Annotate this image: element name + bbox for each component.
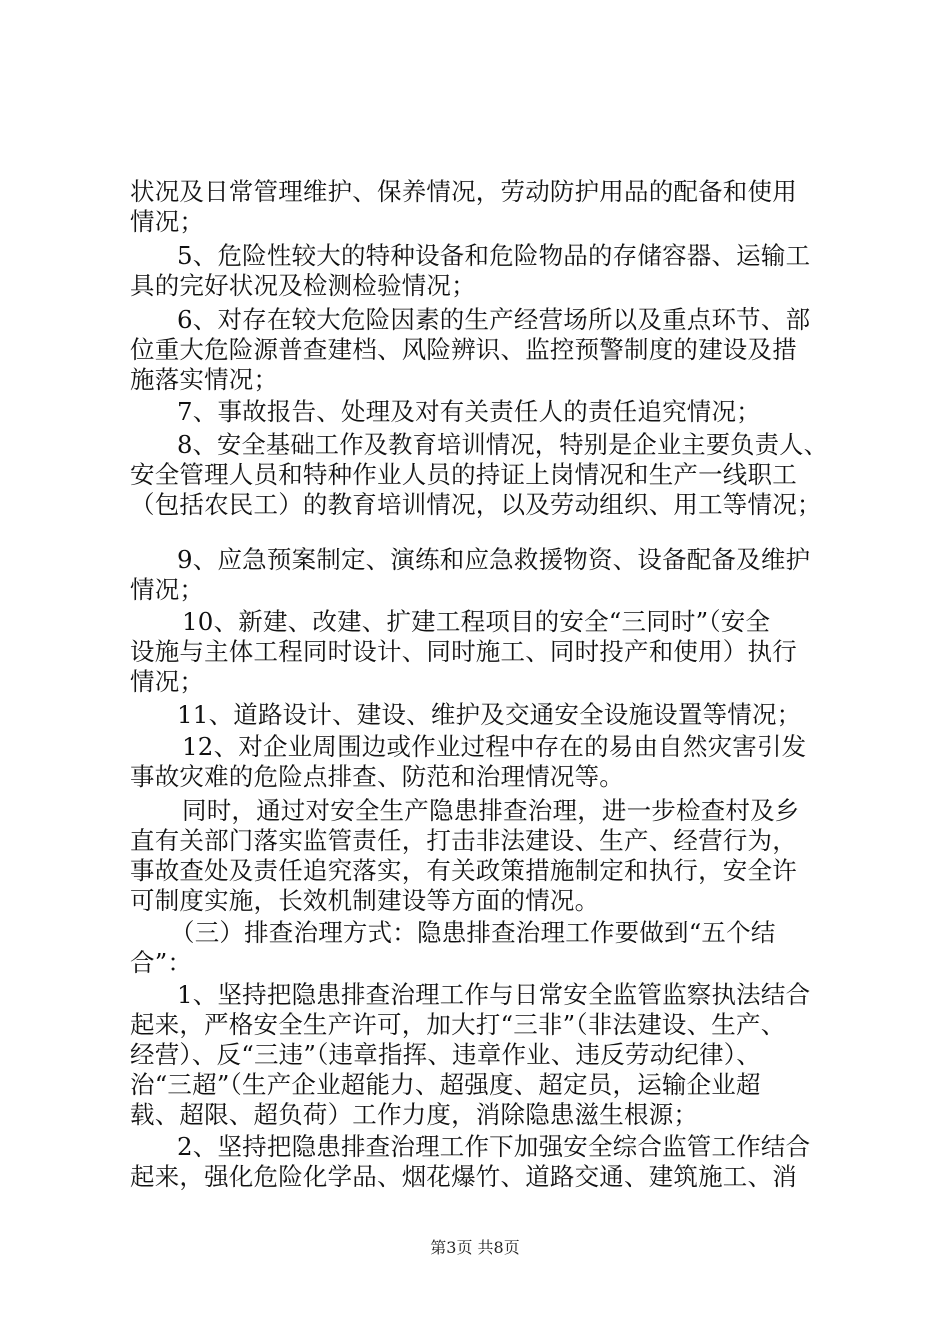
text-line-29: 治“三超”（生产企业超能力、超强度、超定员，运输企业超 <box>130 1070 761 1099</box>
text-line-2: 情况； <box>130 207 205 236</box>
text-line-30: 载、超限、超负荷）工作力度，消除隐患滋生根源； <box>130 1100 699 1129</box>
text-line-19: 事故灾难的危险点排查、防范和治理情况等。 <box>130 762 624 791</box>
text-line-7: 施落实情况； <box>130 365 279 394</box>
text-line-5: 6、对存在较大危险因素的生产经营场所以及重点环节、部 <box>177 305 811 334</box>
text-line-22: 事故查处及责任追究落实，有关政策措施制定和执行，安全许 <box>130 856 797 885</box>
text-line-8: 7、事故报告、处理及对有关责任人的责任追究情况； <box>177 397 761 426</box>
text-line-24: （三）排查治理方式：隐患排查治理工作要做到“五个结 <box>170 918 776 947</box>
page-number-footer: 第3页 共8页 <box>430 1238 520 1257</box>
text-line-23: 可制度实施，长效机制建设等方面的情况。 <box>130 886 600 915</box>
text-line-26: 1、坚持把隐患排查治理工作与日常安全监管监察执法结合 <box>177 980 811 1009</box>
text-line-1: 状况及日常管理维护、保养情况，劳动防护用品的配备和使用 <box>130 177 797 206</box>
text-line-6: 位重大危险源普查建档、风险辨识、监控预警制度的建设及措 <box>130 335 797 364</box>
text-line-15: 设施与主体工程同时设计、同时施工、同时投产和使用）执行 <box>130 637 797 666</box>
text-line-4: 具的完好状况及检测检验情况； <box>130 271 476 300</box>
text-line-25: 合”： <box>130 948 193 977</box>
text-line-14: 10、新建、改建、扩建工程项目的安全“三同时”（安全 <box>182 607 771 636</box>
text-line-28: 经营）、反“三违”（违章指挥、违章作业、违反劳动纪律）、 <box>130 1040 761 1069</box>
text-line-20: 同时，通过对安全生产隐患排查治理，进一步检查村及乡 <box>182 796 800 825</box>
text-line-32: 起来，强化危险化学品、烟花爆竹、道路交通、建筑施工、消 <box>130 1162 797 1191</box>
text-line-18: 12、对企业周围边或作业过程中存在的易由自然灾害引发 <box>182 732 807 761</box>
text-line-31: 2、坚持把隐患排查治理工作下加强安全综合监管工作结合 <box>177 1132 811 1161</box>
text-line-13: 情况； <box>130 575 205 604</box>
text-line-10: 安全管理人员和特种作业人员的持证上岗情况和生产一线职工 <box>130 460 797 489</box>
text-line-17: 11、道路设计、建设、维护及交通安全设施设置等情况； <box>177 700 802 729</box>
text-line-12: 9、应急预案制定、演练和应急救援物资、设备配备及维护 <box>177 545 811 574</box>
text-line-9: 8、安全基础工作及教育培训情况，特别是企业主要负责人、 <box>177 430 829 459</box>
text-line-11: （包括农民工）的教育培训情况，以及劳动组织、用工等情况； <box>130 490 822 519</box>
text-line-27: 起来，严格安全生产许可，加大打“三非”（非法建设、生产、 <box>130 1010 786 1039</box>
text-line-21: 直有关部门落实监管责任，打击非法建设、生产、经营行为， <box>130 826 797 855</box>
text-line-16: 情况； <box>130 667 205 696</box>
text-line-3: 5、危险性较大的特种设备和危险物品的存储容器、运输工 <box>177 241 811 270</box>
